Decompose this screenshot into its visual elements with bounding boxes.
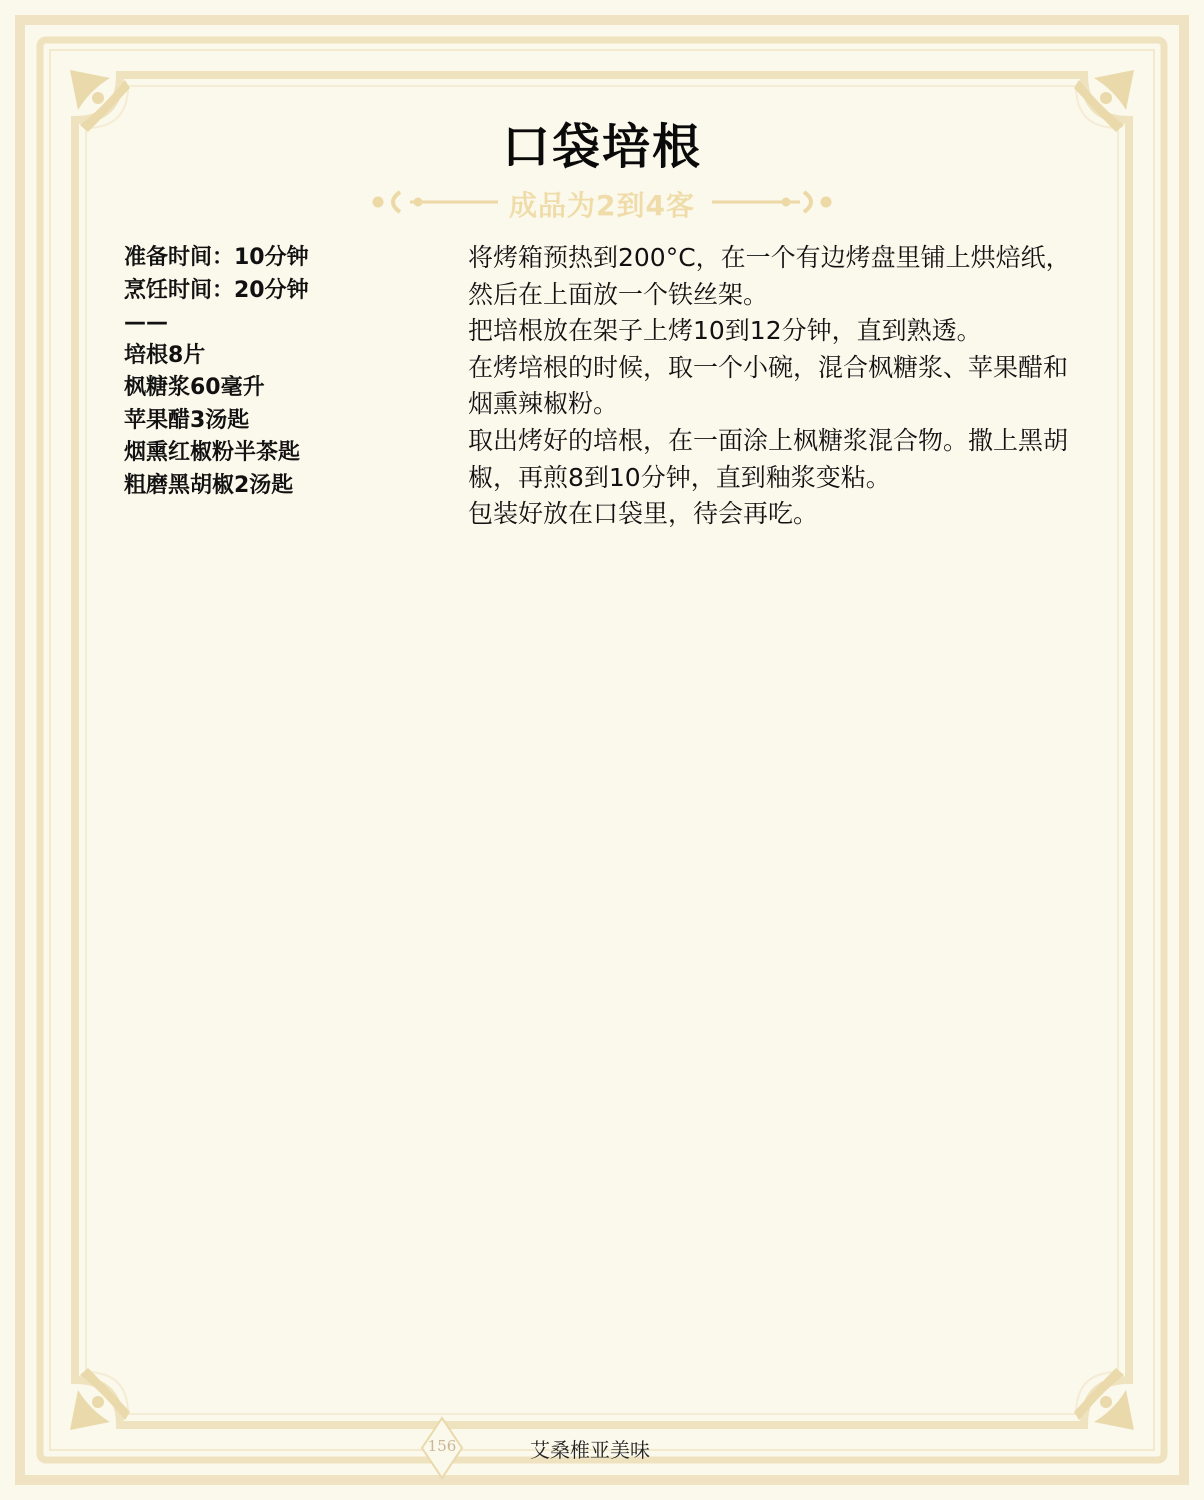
step-paragraph: 取出烤好的培根，在一面涂上枫糖浆混合物。撒上黑胡椒，再煎8到10分钟，直到釉浆变粘。 bbox=[468, 425, 1069, 492]
step-paragraph: 把培根放在架子上烤10到12分钟，直到熟透。 bbox=[468, 316, 982, 346]
ingredient-item: 枫糖浆60毫升 bbox=[124, 375, 265, 400]
step-paragraph: 包装好放在口袋里，待会再吃。 bbox=[468, 499, 819, 529]
book-title: 艾桑椎亚美味 bbox=[530, 1438, 650, 1462]
prep-time: 准备时间：10分钟 bbox=[124, 245, 309, 270]
ingredient-item: 培根8片 bbox=[124, 342, 206, 368]
page-number: 156 bbox=[427, 1437, 457, 1455]
servings-label: 成品为2到4客 bbox=[509, 189, 695, 222]
ingredient-item: 粗磨黑胡椒2汤匙 bbox=[124, 472, 294, 498]
step-paragraph: 在烤培根的时候，取一个小碗，混合枫糖浆、苹果醋和烟熏辣椒粉。 bbox=[468, 352, 1069, 419]
servings-row bbox=[0, 178, 1204, 228]
divider: —— bbox=[124, 310, 168, 335]
recipe-steps bbox=[468, 240, 1078, 533]
recipe-title: 口袋培根 bbox=[501, 119, 702, 175]
recipe-meta bbox=[124, 242, 444, 502]
ingredient-item: 烟熏红椒粉半茶匙 bbox=[124, 440, 301, 465]
step-paragraph: 将烤箱预热到200°C，在一个有边烤盘里铺上烘焙纸，然后在上面放一个铁丝架。 bbox=[468, 243, 1071, 309]
cook-time: 烹饪时间：20分钟 bbox=[124, 277, 309, 303]
ingredient-item: 苹果醋3汤匙 bbox=[124, 407, 250, 433]
